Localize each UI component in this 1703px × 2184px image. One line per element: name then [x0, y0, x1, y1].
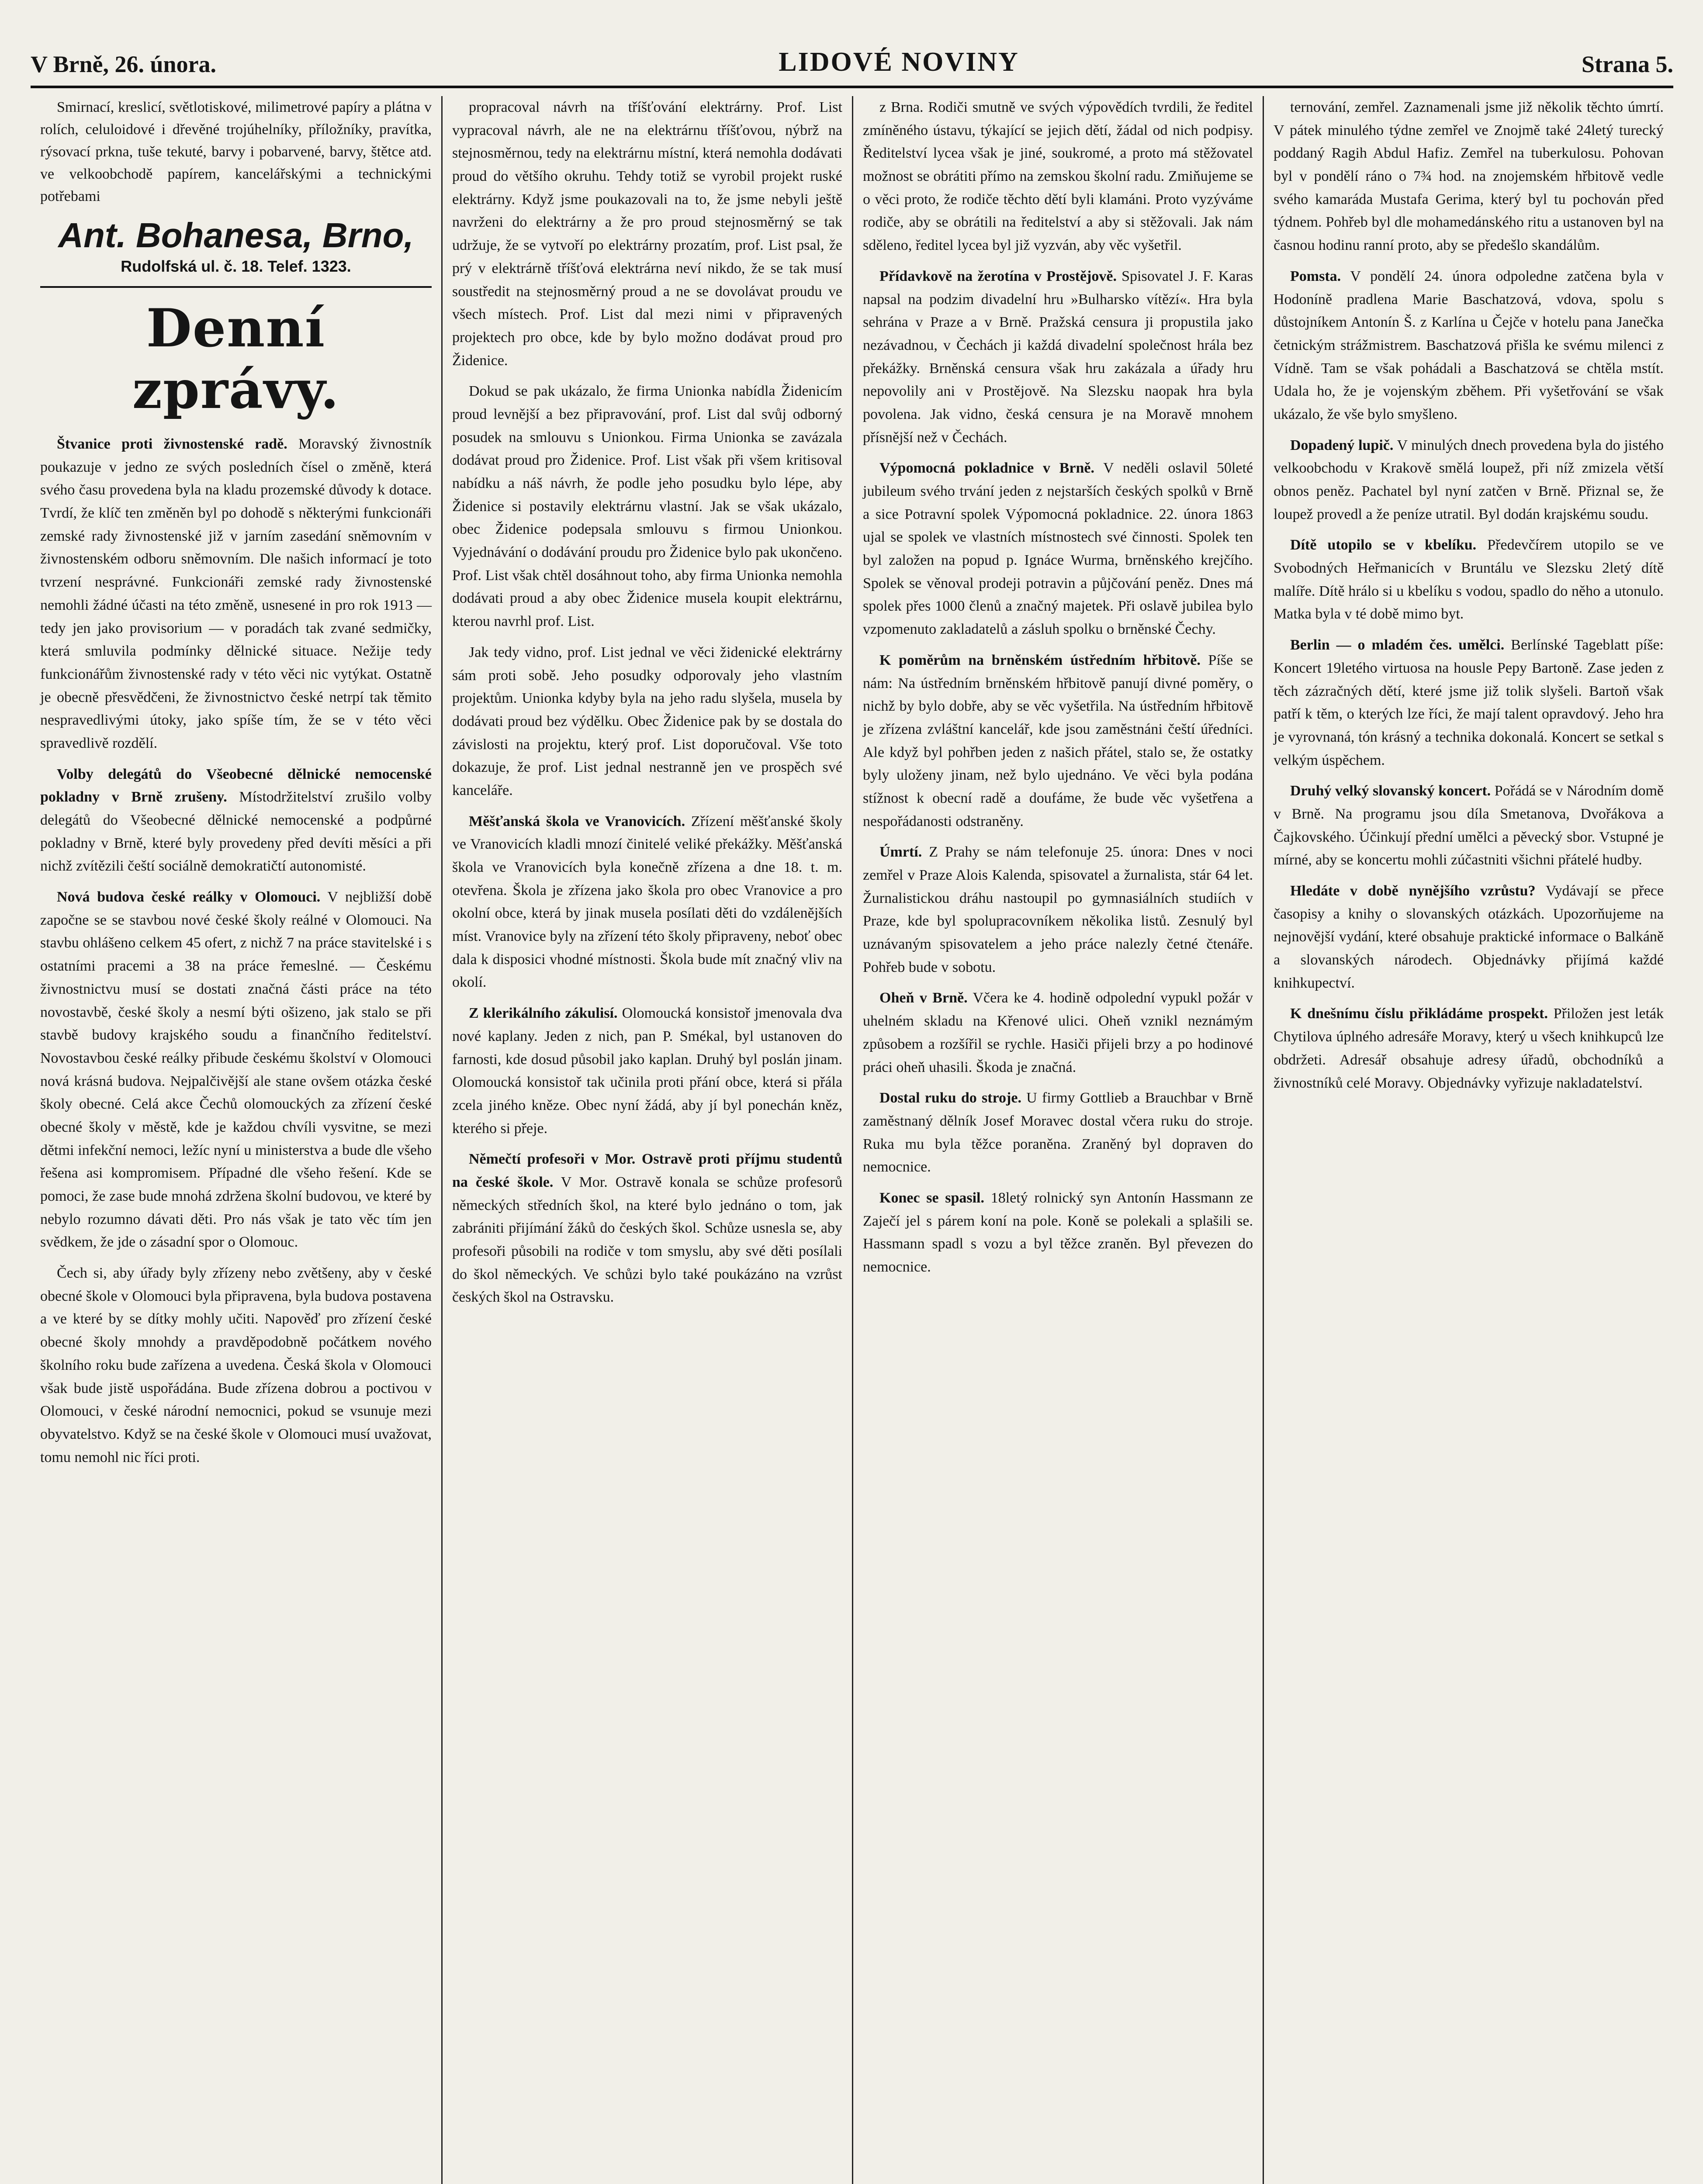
article-body: V pondělí 24. února odpoledne zatčena byla v Hodoníně pradlena Marie Baschatzová, vdova, spolu s důstojníkem Antonín Š. z Karlína u Čejče v hotelu pana Janečka četnickým strážmistrem. Baschatzová přišla ke svému milenci z Vídně. Tam se však pohádali a Baschatzová se chtěla mstít. Udala ho, že je vojenským zběhem. Při vyšetřování se však ukázalo, že vše bylo smyšleno.	[1274, 268, 1664, 422]
article-headline: Dopadený lupič.	[1290, 437, 1394, 453]
article-body: Dokud se pak ukázalo, že firma Unionka nabídla Židenicím proud levnější a bez připravování, prof. List dal svůj odborný posudek na smlouvu s Unionkou. Firma Unionka se zavázala dodávat proud pro Židenice. Prof. List však při všem kritisoval nabídku a náš návrh, že podle jeho posudku bylo lépe, aby Židenice si postavily elektrárnu vlastní. Jak se však ukázalo, obec Židenice podepsala smlouvu s firmou Unionkou. Vyjednávání o dodávání proudu pro Židenice bylo pak ukončeno. Prof. List však chtěl dosáhnout toho, aby firma Unionka nemohla dodávati proud a aby obec Židenice musela koupit elektrárnu, kterou navrhl prof. List.	[452, 383, 842, 630]
article-paragraph	[1274, 434, 1664, 526]
article-headline: Oheň v Brně.	[879, 990, 968, 1006]
article-body: Z Prahy se nám telefonuje 25. února: Dnes v noci zemřel v Praze Alois Kalenda, spisovatel a žurnalista, stár 64 let. Žurnalistickou dráhu nastoupil po gymnasiálních studiích v Praze, kde byl spolupracovníkem několika listů. Zesnulý byl uznávaným spisovatelem a jeho práce nalezly četné čtenáře. Pohřeb bude v sobotu.	[863, 844, 1253, 975]
article-paragraph	[863, 841, 1253, 979]
article-headline: Hledáte v době nynějšího vzrůstu?	[1290, 883, 1536, 899]
place-date: V Brně, 26. února.	[31, 51, 217, 77]
column-3	[852, 96, 1263, 2184]
article-paragraph	[452, 380, 842, 633]
article-paragraph	[452, 1002, 842, 1140]
article-body: Vydávají se přece časopisy a knihy o slovanských otázkách. Upozorňujeme na nejnovější vydání, které obsahuje praktické informace o Balkáně a slovanských národech. Objednávky přijímá každé knihkupectví.	[1274, 883, 1664, 991]
running-head	[31, 31, 1673, 83]
article-body: ternování, zemřel. Zaznamenali jsme již několik těchto úmrtí. V pátek minulého týdne zemřel ve Znojmě také 24letý turecký poddaný Ragih Abdul Hafiz. Zemřel na tuberkulosu. Pohovan byl v pondělí ráno o 7¾ hod. na znojemském hřbitově vedle svého kamaráda Mustafa Gerima, který byl tu pochován před týdnem. Pohřeb byl dle mohamedánského ritu a ustanoven byl na časnou hodinu ranní proto, aby se předešlo skandálům.	[1274, 99, 1664, 254]
article-body: Čech si, aby úřady byly zřízeny nebo zvětšeny, aby v české obecné škole v Olomouci byla připravena, byla budova postavena a ve které by se dítky mohly učiti. Napověď pro zřízení české obecné školy mnohdy a pravděpodobně počátkem nového školního roku bude zařízena a uvedena. Česká škola v Olomouci však bude jistě uspořádána. Bude zřízena dobrou a poctivou v Olomouci, v české národní nemocnici, pokud se vsunuje mezi obyvatelstvo. Když se na české škole v Olomouci musí uvažovat, tomu nemohl nic říci proti.	[40, 1265, 432, 1465]
article-headline: Němečtí profesoři v Mor. Ostravě proti příjmu studentů na české škole.	[452, 1151, 842, 1190]
article-headline: Měšťanská škola ve Vranovicích.	[469, 813, 685, 829]
page-number: Strana 5.	[1581, 51, 1673, 77]
advertisement	[40, 96, 432, 288]
article-headline: Dítě utopilo se v kbelíku.	[1290, 537, 1477, 553]
article-body: Zřízení měšťanské školy ve Vranovicích kladli mnozí činitelé veliké překážky. Měšťanská škola ve Vranovicích byla konečně zřízena a dne 18. t. m. otevřena. Škola je zřízena jako škola pro obec Vranovice a pro okolní obce, která by jinak musela posílati děti do vzdálenějších míst. Vranovice byly na zřízení této školy připraveny, neboť obec dala k disposici vhodné místnosti. Škola bude mít značný vliv na okolí.	[452, 813, 842, 991]
article-paragraph	[1274, 880, 1664, 995]
article-paragraph	[1274, 534, 1664, 626]
article-headline: Konec se spasil.	[879, 1189, 984, 1206]
article-paragraph	[1274, 1002, 1664, 1095]
masthead-title: LIDOVÉ NOVINY	[779, 47, 1019, 77]
article-paragraph	[40, 433, 432, 755]
column-1-articles	[40, 433, 432, 1469]
article-body: V nejbližší době započne se se stavbou nové české školy reálné v Olomouci. Na stavbu ohlášeno celkem 45 ofert, z nichž 7 na práce stavitelské i s ostatními pracemi a 38 na práce řemeslné. — Českému živnostnictvu musí se dostati značná části práce na této novostavbě, české školy a nesmí býti ošizeno, jak stalo se při stavbě budovy krajského soudu a finančního ředitelství. Novostavbou české reálky přibude českému školství v Olomouci nová krásná budova. Nejpalčivější ale stane ovšem otázka české školy obecné. Celá akce Čechů olomouckých za zřízení české obecné školy v městě, kde je každou chvíli vysvitne, se mezi dětmi infekční nemoci, ležíc nyní u ministerstva a bude dle všeho řešena asi kompromisem. Případné dle všeho řešení. Kde se pomoci, že zase bude mnohá zdržena školní budovou, ve které by nebylo rozumno dávati děti. Pro nás však je tato věc tím jen svědkem, že jde o zásadní spor o Olomouc.	[40, 889, 432, 1251]
article-paragraph	[40, 1262, 432, 1469]
article-body: V neděli oslavil 50leté jubileum svého trvání jeden z nejstarších českých spolků v Brně a sice Potravní spolek Výpomocná pokladnice. 22. února 1863 ujal se spolek ve vlastních místnostech své činnosti. Spolek ten byl založen na popud p. Ignáce Wurma, brněnského krejčího. Spolek se věnoval prodeji potravin a půjčování peněz. Dnes má spolek přes 1000 členů a značný majetek. Při oslavě jubilea bylo vzpomenuto zakladatelů a zásluh spolku o brněnské Čechy.	[863, 460, 1253, 638]
article-headline: K dnešnímu číslu přikládáme prospekt.	[1290, 1006, 1548, 1022]
article-headline: Štvanice proti živnostenské radě.	[57, 436, 287, 452]
article-paragraph	[863, 457, 1253, 641]
article-headline: Z klerikálního zákulisí.	[469, 1005, 618, 1022]
column-4	[1263, 96, 1673, 2184]
article-body: Jak tedy vidno, prof. List jednal ve věci židenické elektrárny sám proti sobě. Jeho posudky odporovaly jeho vlastním projektům. Unionka kdyby byla na jeho radu slyšela, musela by dodávati proud bez výdělku. Obec Židenice pak by se dostala do závislosti na projektu, který prof. List doporučoval. Vše toto dokazuje, že prof. List jednal nestranně jen ve prospěch své kanceláře.	[452, 644, 842, 798]
article-body: 18letý rolnický syn Antonín Hassmann ze Zaječí jel s párem koní na pole. Koně se polekali a splašili se. Hassmann spadl s vozu a byl těžce zraněn. Byl převezen do nemocnice.	[863, 1189, 1253, 1275]
column-4-articles	[1274, 96, 1664, 1095]
header-rule	[31, 86, 1673, 88]
article-headline: Výpomocná pokladnice v Brně.	[879, 460, 1094, 477]
article-paragraph	[40, 763, 432, 878]
article-headline: Druhý velký slovanský koncert.	[1290, 783, 1491, 799]
article-body: Místodržitelství zrušilo volby delegátů do Všeobecné dělnické nemocenské a podpůrné pokladny v Brně, které byly provedeny před devíti měsíci a při nichž zvítězili čeští sociálně demokratičtí autonomisté.	[40, 789, 432, 874]
article-headline: Přídavkově na žerotína v Prostějově.	[879, 268, 1117, 284]
article-body: V minulých dnech provedena byla do jistého velkoobchodu v Krakově smělá loupež, při níž zmizela větší obnos peněz. Pachatel byl nyní zatčen v Brně. Přiznal se, že loupež provedl a že peníze utratil. Byl dodán krajskému soudu.	[1274, 437, 1664, 522]
article-body: propracoval návrh na tříšťování elektrárny. Prof. List vypracoval návrh, ale ne na elektrárnu tříšťovou, nýbrž na stejnosměrnou, tedy na elektrárnu místní, která nemohla dodávati proud do většího okruhu. Tehdy totiž se vyrobil projekt ruské elektrárny. Když jsme poukazovali na to, že jsme nebyli ještě navrženi do elektrárny a že pro proud stejnosměrný se tak udržuje, že se vytvoří po elektrárny prozatím, prof. List psal, že prý v elektrárně tříšťová elektrárna neví nikdo, že se tak musí soustředit na stejnosměrný proud a ne se dovolávat proudu ve všech místech. Prof. List dal mezi nimi v připravených projektech pro obce, kde by bylo možno dodávat proud pro Židenice.	[452, 99, 842, 369]
article-body: Přiložen jest leták Chytilova úplného adresáře Moravy, který u všech knihkupců lze obdržeti. Adresář obsahuje adresy úřadů, obchodníků a živnostníků celé Moravy. Objednávky vyřizuje nakladatelství.	[1274, 1006, 1664, 1091]
article-body: U firmy Gottlieb a Brauchbar v Brně zaměstnaný dělník Josef Moravec dostal včera ruku do stroje. Ruka mu byla těžce poraněna. Zraněný byl dopraven do nemocnice.	[863, 1090, 1253, 1175]
article-body: V Mor. Ostravě konala se schůze profesorů německých středních škol, na které bylo jednáno o tom, jak zabrániti přijímání žáků do českých škol. Schůze usnesla se, aby profesoři působili na rodiče v tom smyslu, aby své děti posílali do škol německých. Ve schůzi bylo také poukázáno na vzrůst českých škol na Ostravsku.	[452, 1174, 842, 1306]
article-paragraph	[452, 1148, 842, 1309]
article-headline: Volby delegátů do Všeobecné dělnické nemocenské pokladny v Brně zrušeny.	[40, 766, 432, 805]
article-paragraph	[1274, 780, 1664, 872]
column-2	[441, 96, 852, 2184]
article-body: z Brna. Rodiči smutně ve svých výpovědích tvrdili, že ředitel zmíněného ústavu, týkající se jejich dětí, žádal od nich podpisy. Ředitelství lycea však je jiné, soukromé, a proto má stěžovatel možnost se obrátiti přímo na zemskou školní radu. Zmiňujeme se o věci proto, že rodiče těchto dětí byli klamáni. Proto vyzýváme rodiče, aby se obrátili na ředitelství a aby si stěžovali. Jak nám sděleno, ředitel lycea byl již vyzván, aby věc vyšetřil.	[863, 99, 1253, 254]
article-paragraph	[452, 810, 842, 995]
article-paragraph	[863, 1187, 1253, 1279]
article-body: Berlínské Tageblatt píše: Koncert 19letého virtuosa na housle Pepy Bartoně. Zase jeden z těch zázračných dětí, které jsme již tolik slyšeli. Bartoň však patří k těm, o kterých lze říci, že mají talent opravdový. Jeho hra je vyrovnaná, tón krásný a technika dokonalá. Koncert se setkal s velkým úspěchem.	[1274, 637, 1664, 768]
newspaper-page	[31, 31, 1673, 2184]
ad-text: Smirnací, kreslicí, světlotiskové, milimetrové papíry a plátna v rolích, celuloidové i dřevěné trojúhelníky, příložníky, pravítka, rýsovací prkna, tuše tekuté, barvy i pobarvené, barvy, štětce atd. ve velkoobchodě papírem, kancelářskými a technickými potřebami	[40, 99, 432, 204]
article-body: Moravský živnostník poukazuje v jedno ze svých posledních čísel o změně, která svého času provedena byla na kladu prozemské důvody k dotace. Tvrdí, že klíč ten změněn byl po dohodě s některými funkcionáři zemské rady živnostenské již v jarním zasedání sněmovním v živnostenském odboru sněmovním. Dle našich informací je toto tvrzení nesprávné. Funkcionáři zemské rady živnostenské nemohli žádné účasti na této změně, usnesené in pro rok 1913 — tedy jen jako provisorium — v poradách tak zvané sedmičky, která smluvila podmínky dělnické situace. Nežije tedy funkcionářům živnostenské rady v této věci nic vytýkat. Ostatně je obecně přesvědčeni, že živnostnictvo české netrpí tak těmito nespravedlivými útoky, jako spíše tím, že se v této věci spravedlivě rozdělí.	[40, 436, 432, 751]
article-headline: K poměrům na brněnském ústředním hřbitově.	[879, 652, 1201, 668]
article-body: Spisovatel J. F. Karas napsal na podzim divadelní hru »Bulharsko vítězí«. Hra byla sehrána v Praze a v Brně. Pražská censura ji propustila jako nezávadnou, v Čechách ji každá divadelní společnost hrála bez překážky. Brněnská censura však hru zakázala a úřady hru nepovolily ani v Prostějově. Na Slezsku naopak hra byla povolena. Jak vidno, česká censura je na Moravě mnohem přísnější než v Čechách.	[863, 268, 1253, 446]
article-paragraph	[452, 641, 842, 802]
article-paragraph	[863, 649, 1253, 833]
article-paragraph	[452, 96, 842, 372]
article-body: Pořádá se v Národním domě v Brně. Na programu jsou díla Smetanova, Dvořákova a Čajkovského. Účinkují přední umělci a pěvecký sbor. Vstupné je mírné, aby se koncertu mohli zúčastniti všichni přátelé hudby.	[1274, 783, 1664, 868]
ad-firm-name: Ant. Bohanesa, Brno,	[58, 216, 414, 255]
article-body: Předevčírem utopilo se ve Svobodných Heřmanicích v Bruntálu ve Slezsku 2letý dítě malíře. Dítě hrálo si u kbelíku s vodou, spadlo do něho a utonulo. Matka byla v té době mimo byt.	[1274, 537, 1664, 622]
article-paragraph	[1274, 634, 1664, 772]
article-headline: Dostal ruku do stroje.	[879, 1090, 1021, 1106]
columns	[31, 96, 1673, 2184]
article-paragraph	[863, 96, 1253, 257]
article-paragraph	[1274, 265, 1664, 426]
ad-address: Rudolfská ul. č. 18. Telef. 1323.	[121, 257, 351, 275]
article-body: Píše se nám: Na ústředním brněnském hřbitově panují divné poměry, o nichž by bylo dobře, aby se věc vyšetřila. Na ústředním hřbitově je zřízena zvláštní kancelář, kde jsou zaměstnáni čeští úředníci. Ale když byl pohřben jeden z našich přátel, stalo se, že ostatky byly uloženy jinam, než bylo ujednáno. Ve věci byla podána stížnost k obecní radě a doufáme, že bude věc vyšetřena a nespořádanosti odstraněny.	[863, 652, 1253, 829]
column-2-articles	[452, 96, 842, 1309]
article-headline: Berlin — o mladém čes. umělci.	[1290, 637, 1505, 653]
column-1	[31, 96, 441, 2184]
article-paragraph	[863, 265, 1253, 449]
section-title: Denní zprávy.	[132, 297, 340, 421]
article-headline: Nová budova české reálky v Olomouci.	[57, 889, 321, 905]
column-3-articles	[863, 96, 1253, 1279]
article-paragraph	[863, 1087, 1253, 1179]
article-paragraph	[40, 886, 432, 1254]
article-headline: Pomsta.	[1290, 268, 1341, 284]
article-paragraph	[1274, 96, 1664, 257]
article-paragraph	[863, 987, 1253, 1079]
article-body: Včera ke 4. hodině odpolední vypukl požár v uhelném skladu na Křenové ulici. Oheň vznikl neznámým způsobem a rozšířil se rychle. Hasiči přijeli brzy a po hodinové práci oheň uhasili. Škoda je značná.	[863, 990, 1253, 1075]
article-body: Olomoucká konsistoř jmenovala dva nové kaplany. Jeden z nich, pan P. Smékal, byl ustanoven do farnosti, kde dosud působil jako kaplan. Druhý byl poslán jinam. Olomoucká konsistoř tak učinila proti přání obce, která si přála zcela jiného kněze. Obec nyní žádá, aby jí byl ponechán kněz, kterého si přeje.	[452, 1005, 843, 1137]
article-headline: Úmrtí.	[879, 844, 922, 860]
